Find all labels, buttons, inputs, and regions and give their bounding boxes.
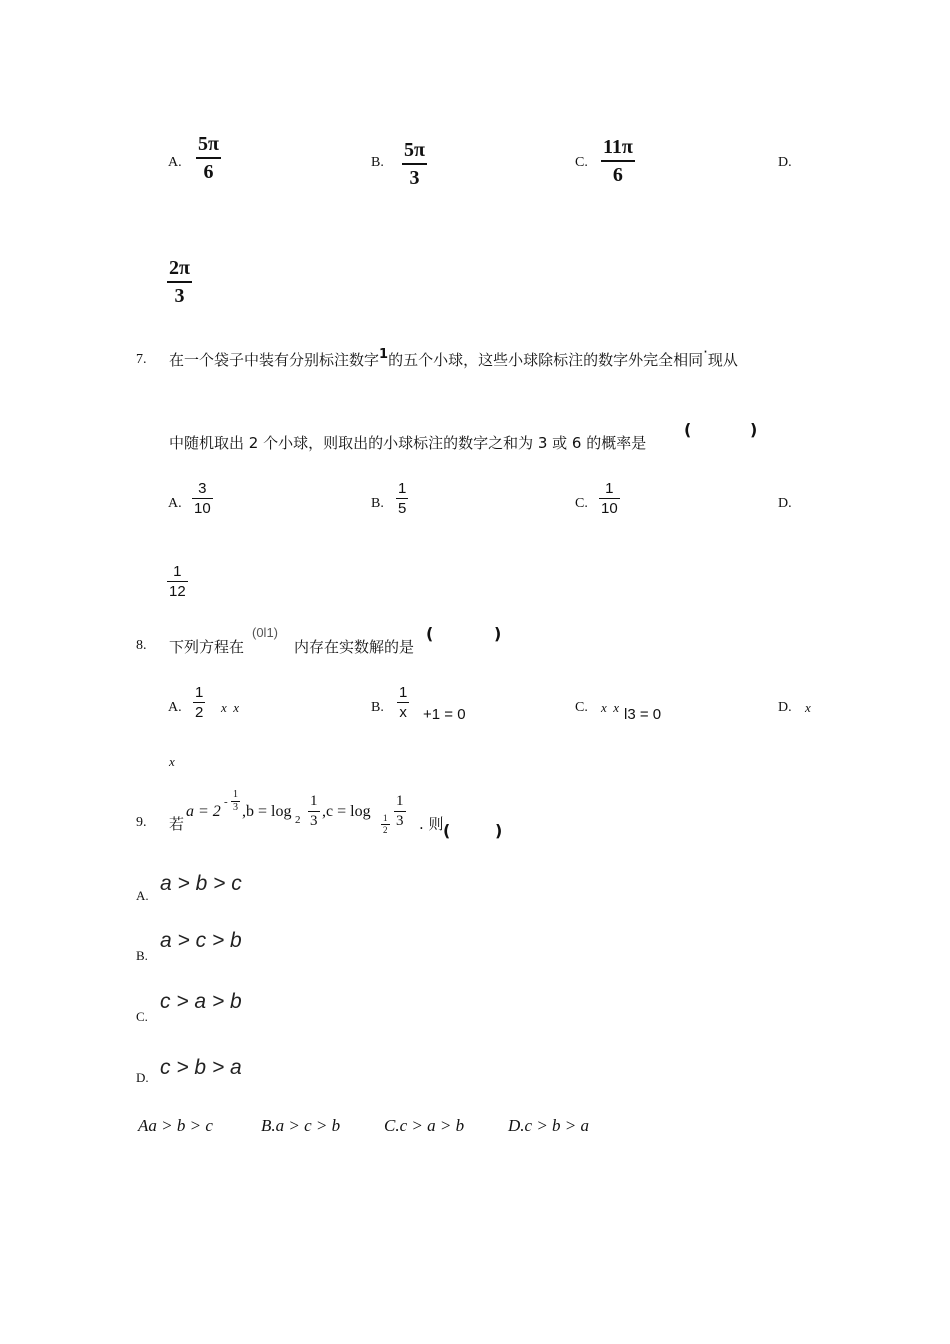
q8-option-b-label: B. — [371, 700, 384, 715]
q7-text: 现从 — [707, 351, 738, 369]
fraction-denominator: 3 — [409, 166, 420, 189]
fraction-numerator: 1 — [233, 789, 238, 800]
fraction-denominator: 3 — [174, 284, 185, 307]
fraction-denominator: 10 — [601, 500, 618, 517]
fraction-bar — [599, 498, 620, 499]
q7-option-c-fraction — [599, 481, 620, 516]
q8-text-b: 内存在实数解的是 — [294, 638, 415, 656]
q8-option-a-vars: x x — [221, 700, 240, 715]
q9-expr-b: ,b = log — [242, 803, 292, 820]
q9-option-d-expr: c > b > a — [160, 1056, 242, 1079]
q9-option-a-label: A. — [136, 888, 149, 903]
q8-option-b-fraction — [397, 685, 409, 720]
q7-stem-line2 — [169, 432, 646, 453]
fraction-numerator: 5π — [198, 133, 219, 155]
q7-option-b-label: B. — [371, 496, 384, 511]
q9-summary-a: Aa > b > c — [138, 1116, 213, 1135]
q7-option-a-label: A. — [168, 496, 182, 511]
q7-option-b-fraction — [396, 481, 408, 516]
q7-stem-line1 — [169, 343, 738, 370]
fraction-bar — [402, 163, 427, 165]
q8-answer-paren-open: ( — [426, 624, 434, 643]
fraction-bar — [167, 581, 188, 582]
q8-number: 8. — [136, 638, 147, 653]
fraction-bar — [394, 811, 406, 812]
q8-option-c-label: C. — [575, 700, 588, 715]
q8-answer-paren-close: ) — [494, 624, 502, 643]
fraction-bar — [601, 160, 635, 162]
q9-summary-d: D.c > b > a — [508, 1116, 590, 1135]
fraction-numerator: 3 — [198, 480, 207, 497]
q7-option-a-fraction — [192, 481, 213, 516]
q7-option-c-label: C. — [575, 496, 588, 511]
fraction-numerator: 5π — [404, 139, 425, 161]
q8-option-a-label: A. — [168, 700, 182, 715]
q7-text: 在一个袋子中装有分别标注数字 — [169, 351, 380, 369]
q8-option-b-tail: +1 = 0 — [423, 706, 466, 723]
fraction-numerator: 1 — [398, 480, 407, 497]
fraction-denominator: 3 — [310, 813, 318, 829]
q9-exp-sign: - — [224, 796, 228, 808]
q8-option-c-tail: l3 = 0 — [624, 706, 662, 723]
fraction-bar — [192, 498, 213, 499]
q8-option-d-var: x — [805, 700, 811, 715]
fraction-bar — [167, 281, 192, 283]
q9-log-base-2: 2 — [295, 814, 301, 826]
fraction-denominator: 2 — [383, 825, 388, 835]
fraction-numerator: 11π — [603, 136, 633, 158]
q9-answer-paren-close: ) — [495, 821, 503, 840]
q7-option-d-fraction — [167, 564, 188, 599]
q9-log-base-half — [381, 814, 390, 835]
q7-option-d-label: D. — [778, 496, 792, 511]
q9-summary-b: B.a > c > b — [261, 1116, 341, 1135]
fraction-bar — [396, 498, 408, 499]
q7-number-mark: 1 — [379, 347, 389, 362]
q6-option-a-fraction — [196, 134, 221, 182]
fraction-numerator: 1 — [383, 813, 388, 823]
q8-option-c-vars: x x — [601, 700, 620, 715]
q8-text-a: 下列方程在 — [169, 638, 245, 656]
fraction-denominator: 6 — [612, 163, 623, 186]
q6-option-b-fraction — [402, 140, 427, 188]
q9-b-fraction — [308, 794, 320, 829]
q9-expr-c: ,c = log — [322, 803, 371, 820]
q8-option-a-fraction — [193, 685, 205, 720]
q7-text: 的五个小球，这些小球除标注的数字外完全相同 — [388, 351, 704, 369]
q9-exponent-fraction — [231, 790, 240, 813]
q6-option-c-fraction — [601, 137, 635, 185]
q9-option-b-label: B. — [136, 948, 148, 963]
fraction-bar — [308, 811, 320, 812]
q9-condition-expression — [186, 790, 446, 840]
fraction-denominator: x — [399, 704, 407, 721]
fraction-numerator: 1 — [399, 684, 408, 701]
q9-number: 9. — [136, 815, 147, 830]
fraction-denominator: 2 — [195, 704, 204, 721]
fraction-bar — [397, 702, 409, 703]
q9-option-b-expr: a > c > b — [160, 929, 242, 952]
fraction-numerator: 1 — [195, 684, 204, 701]
q6-option-a-label: A. — [168, 155, 182, 170]
fraction-numerator: 1 — [173, 563, 182, 580]
fraction-numerator: 1 — [396, 793, 404, 809]
q6-option-d-fraction — [167, 258, 192, 306]
q8-option-d-var: x — [169, 754, 175, 769]
fraction-denominator: 10 — [194, 500, 211, 517]
q9-c-fraction — [394, 794, 406, 829]
q7-dot: · — [703, 343, 708, 361]
q9-option-c-label: C. — [136, 1009, 148, 1024]
fraction-denominator: 3 — [233, 802, 238, 813]
q6-option-d-label: D. — [778, 155, 792, 170]
q8-interval: (0l1) — [252, 625, 279, 640]
q7-answer-paren-open: ( — [684, 420, 692, 439]
q6-option-c-label: C. — [575, 155, 588, 170]
q9-expr-a: a = 2 — [186, 803, 221, 820]
fraction-numerator: 2π — [169, 257, 190, 279]
fraction-numerator: 1 — [605, 480, 614, 497]
fraction-bar — [196, 157, 221, 159]
q7-number: 7. — [136, 352, 147, 367]
fraction-denominator: 3 — [396, 813, 404, 829]
q9-option-a-expr: a > b > c — [160, 872, 242, 895]
q7-answer-paren-close: ) — [750, 420, 758, 439]
fraction-numerator: 1 — [310, 793, 318, 809]
fraction-denominator: 6 — [203, 160, 214, 183]
q9-answer-paren-open: ( — [443, 821, 451, 840]
fraction-bar — [193, 702, 205, 703]
q6-option-b-label: B. — [371, 155, 384, 170]
q9-option-c-expr: c > a > b — [160, 990, 242, 1013]
q7-text: 中随机取出 2 个小球，则取出的小球标注的数字之和为 3 或 6 的概率是 — [169, 434, 647, 452]
fraction-denominator: 12 — [169, 583, 186, 600]
q9-option-d-label: D. — [136, 1070, 149, 1085]
q9-ze: . 则 — [419, 815, 444, 833]
fraction-denominator: 5 — [398, 500, 407, 517]
q8-option-d-label: D. — [778, 700, 792, 715]
q9-summary-c: C.c > a > b — [384, 1116, 465, 1135]
q9-ruo: 若 — [169, 815, 185, 833]
